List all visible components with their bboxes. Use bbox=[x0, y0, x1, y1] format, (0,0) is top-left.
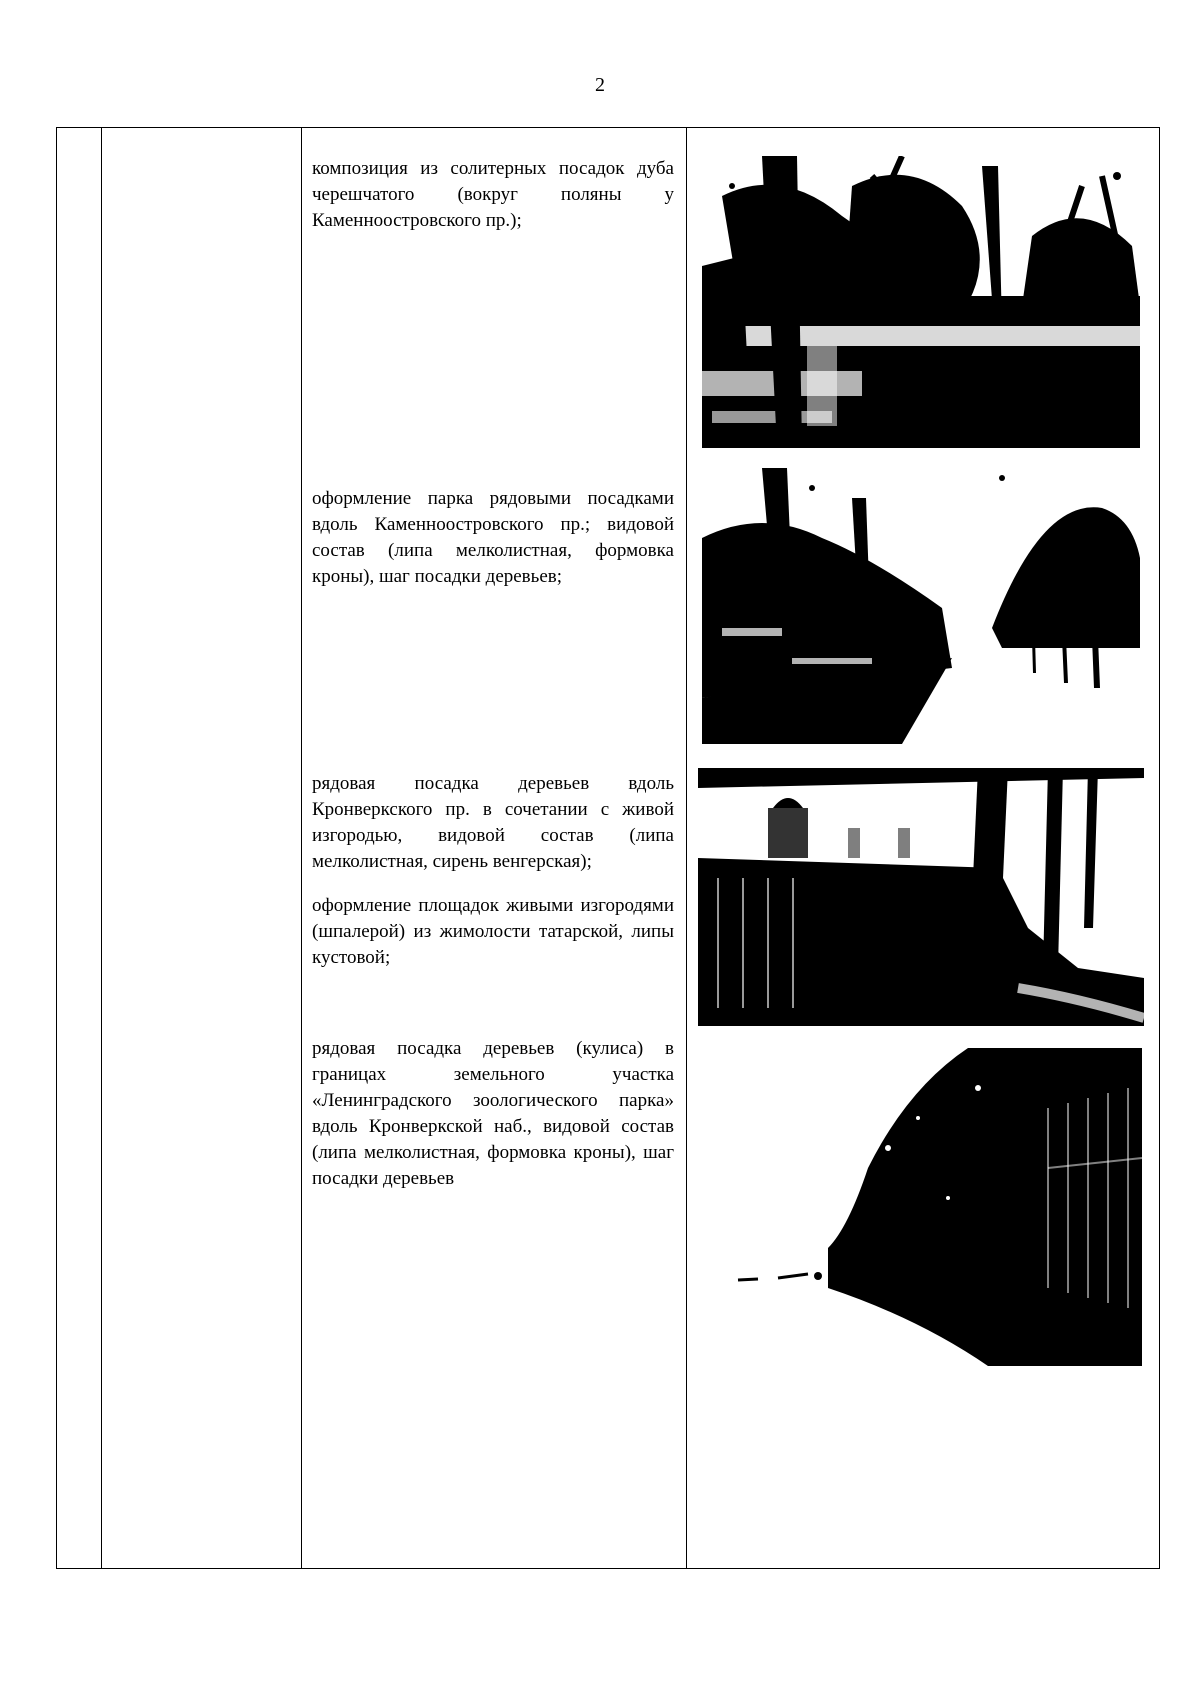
landscape-table bbox=[56, 127, 1160, 1569]
tree-alley-photo bbox=[702, 468, 1140, 744]
row-1-paragraph-1: композиция из солитерных посадок дуба черешчатого (вокруг поляны у Каменноостровского пр.); bbox=[312, 158, 674, 231]
row-3-paragraph-1: рядовая посадка деревьев вдоль Кронверкского пр. в сочетании с живой изгородью, видовой состав (липа мелколистная, сирень венгерская); bbox=[312, 773, 674, 872]
page-number: 2 bbox=[595, 74, 605, 96]
building-hedge-photo bbox=[698, 768, 1144, 1026]
hedge-fence-photo bbox=[718, 1048, 1142, 1366]
column-divider bbox=[101, 128, 102, 1568]
row-2-description bbox=[312, 486, 674, 590]
park-oak-trees-photo bbox=[702, 156, 1140, 448]
row-4-description bbox=[312, 1036, 674, 1192]
row-3-description bbox=[312, 771, 674, 971]
row-1-description bbox=[312, 156, 674, 234]
column-divider bbox=[301, 128, 302, 1568]
row-2-paragraph-1: оформление парка рядовыми посадками вдоль Каменноостровского пр.; видовой состав (липа мелколистная, формовка кроны), шаг посадки деревьев; bbox=[312, 488, 674, 587]
row-3-paragraph-2: оформление площадок живыми изгородями (шпалерой) из жимолости татарской, липы кустовой; bbox=[312, 895, 674, 968]
row-4-paragraph-1: рядовая посадка деревьев (кулиса) в границах земельного участка «Ленинградского зоологического парка» вдоль Кронверкской наб., видовой состав (липа мелколистная, формовка кроны), шаг посадки деревьев bbox=[312, 1038, 674, 1189]
column-divider bbox=[686, 128, 687, 1568]
